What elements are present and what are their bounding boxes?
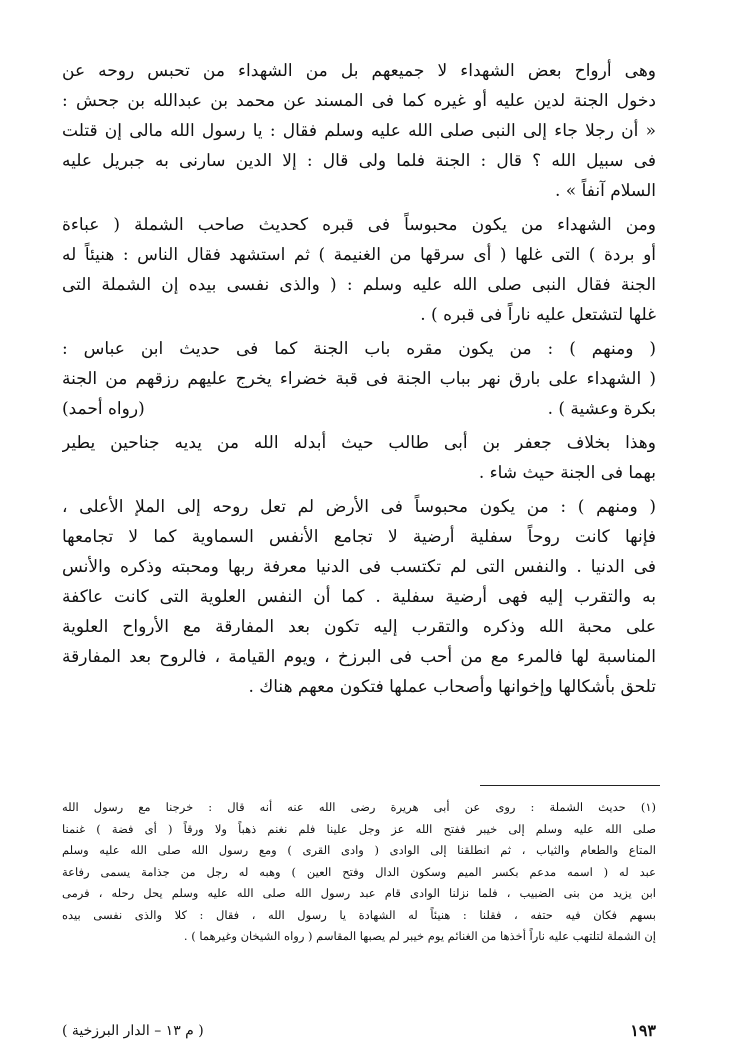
text-line: دخول الجنة لدين عليه أو غيره كما فى المسند عن محمد بن عبدالله بن جحش : bbox=[62, 91, 656, 111]
footnote-line: بسهم فكان فيه حتفه ، فقلنا : هنيئاً له الشهادة يا رسول الله ، فقال : كلا والذى نفسى بيده bbox=[62, 907, 656, 922]
text-line: ( ومنهم ) : من يكون مقره باب الجنة كما فى حديث ابن عباس : bbox=[62, 339, 656, 359]
text-line-end: بكرة وعشية ) . bbox=[547, 399, 656, 419]
text-line: تلحق بأشكالها وإخوانها وأصحاب عملها فتكون معهم هناك . bbox=[248, 677, 656, 697]
text-line: أو بردة ) التى غلها ( أى سرقها من الغنيمة ) ثم استشهد فقال الناس : هنيئاً له bbox=[62, 245, 656, 265]
text-line: فإنها كانت روحاً سفلية أرضية لا تجامع الأنفس السماوية كما لا تجامعها bbox=[62, 527, 656, 547]
text-line: بهما فى الجنة حيث شاء . bbox=[478, 463, 656, 483]
footnote-line: إن الشملة لتلتهب عليه ناراً أخذها من الغنائم يوم خيبر لم يصبها المقاسم ( رواه الشيخان وغيرهما ) . bbox=[183, 929, 656, 943]
footnote-line: المتاع والطعام والثياب ، ثم انطلقنا إلى الوادى ( وادى القرى ) ومع رسول الله صلى الله عليه وسلم bbox=[62, 843, 656, 857]
main-text bbox=[62, 56, 656, 702]
text-line-with-source bbox=[62, 394, 656, 424]
text-line: السلام آنفاً » . bbox=[555, 181, 656, 201]
signature-mark: ( م ١٣ – الدار البرزخية ) bbox=[62, 1023, 204, 1039]
text-line: فى الدنيا . والنفس التى لم تكتسب فى الدنيا معرفة ربها ومحبته وذكره والأنس bbox=[62, 557, 656, 577]
footnote-line: (١) حديث الشملة : روى عن أبى هريرة رضى الله عنه أنه قال : خرجنا مع رسول الله bbox=[62, 800, 656, 814]
text-line: « أن رجلا جاء إلى النبى صلى الله عليه وسلم فقال : يا رسول الله مالى إن قتلت bbox=[62, 121, 656, 141]
text-line: المناسبة لها فالمرء مع من أحب فى البرزخ ، ويوم القيامة ، فالروح بعد المفارقة bbox=[62, 647, 656, 667]
page-footer bbox=[62, 1020, 656, 1042]
footnote-separator bbox=[480, 785, 660, 786]
text-line: غلها لتشتعل عليه ناراً فى قبره ) . bbox=[420, 305, 656, 325]
footnote-line: صلى الله عليه وسلم إلى خيبر ففتح الله عز وجل علينا فلم نغنم ذهباً ولا ورقاً ( أى فضة ) غنمنا bbox=[62, 821, 656, 836]
text-line: ومن الشهداء من يكون محبوساً فى قبره كحديث صاحب الشملة ( عباءة bbox=[62, 215, 656, 235]
hadith-source: (رواه أحمد) bbox=[62, 399, 145, 419]
text-line: به والتقرب إليه فهى أرضية سفلية . كما أن النفس العلوية التى كانت عاكفة bbox=[62, 587, 656, 607]
text-line: ( ومنهم ) : من يكون محبوساً فى الأرض لم تعل روحه إلى الملإ الأعلى ، bbox=[62, 497, 656, 517]
footnote-line: ابن يزيد من بنى الضبيب ، فلما نزلنا الوادى قام عبد رسول الله صلى الله عليه وسلم يحل رحله ، فرمى bbox=[62, 886, 656, 900]
page-number: ١٩٣ bbox=[630, 1021, 656, 1040]
text-line: ( الشهداء على بارق نهر بباب الجنة فى قبة خضراء يخرج عليهم رزقهم من الجنة bbox=[62, 369, 656, 389]
text-line: على محبة الله وذكره والتقرب إليه تكون بعد المفارقة مع الأرواح العلوية bbox=[62, 617, 656, 637]
text-line: وهذا بخلاف جعفر بن أبى طالب حيث أبدله الله من يديه جناحين يطير bbox=[62, 433, 656, 453]
text-line: فى سبيل الله ؟ قال : الجنة فلما ولى قال : إلا الدين سارنى به جبريل عليه bbox=[62, 151, 656, 171]
footnote-line: عبد له ( اسمه مدعم بكسر الميم وسكون الدال وفتح العين ) وهبه له رجل من جذامة يسمى رفاعة bbox=[62, 864, 656, 879]
footnote bbox=[62, 797, 656, 948]
text-line: الجنة فقال النبى صلى الله عليه وسلم : ( والذى نفسى بيده إن الشملة التى bbox=[62, 275, 656, 295]
text-line: وهى أرواح بعض الشهداء لا جميعهم بل من الشهداء من تحبس روحه عن bbox=[62, 61, 656, 81]
